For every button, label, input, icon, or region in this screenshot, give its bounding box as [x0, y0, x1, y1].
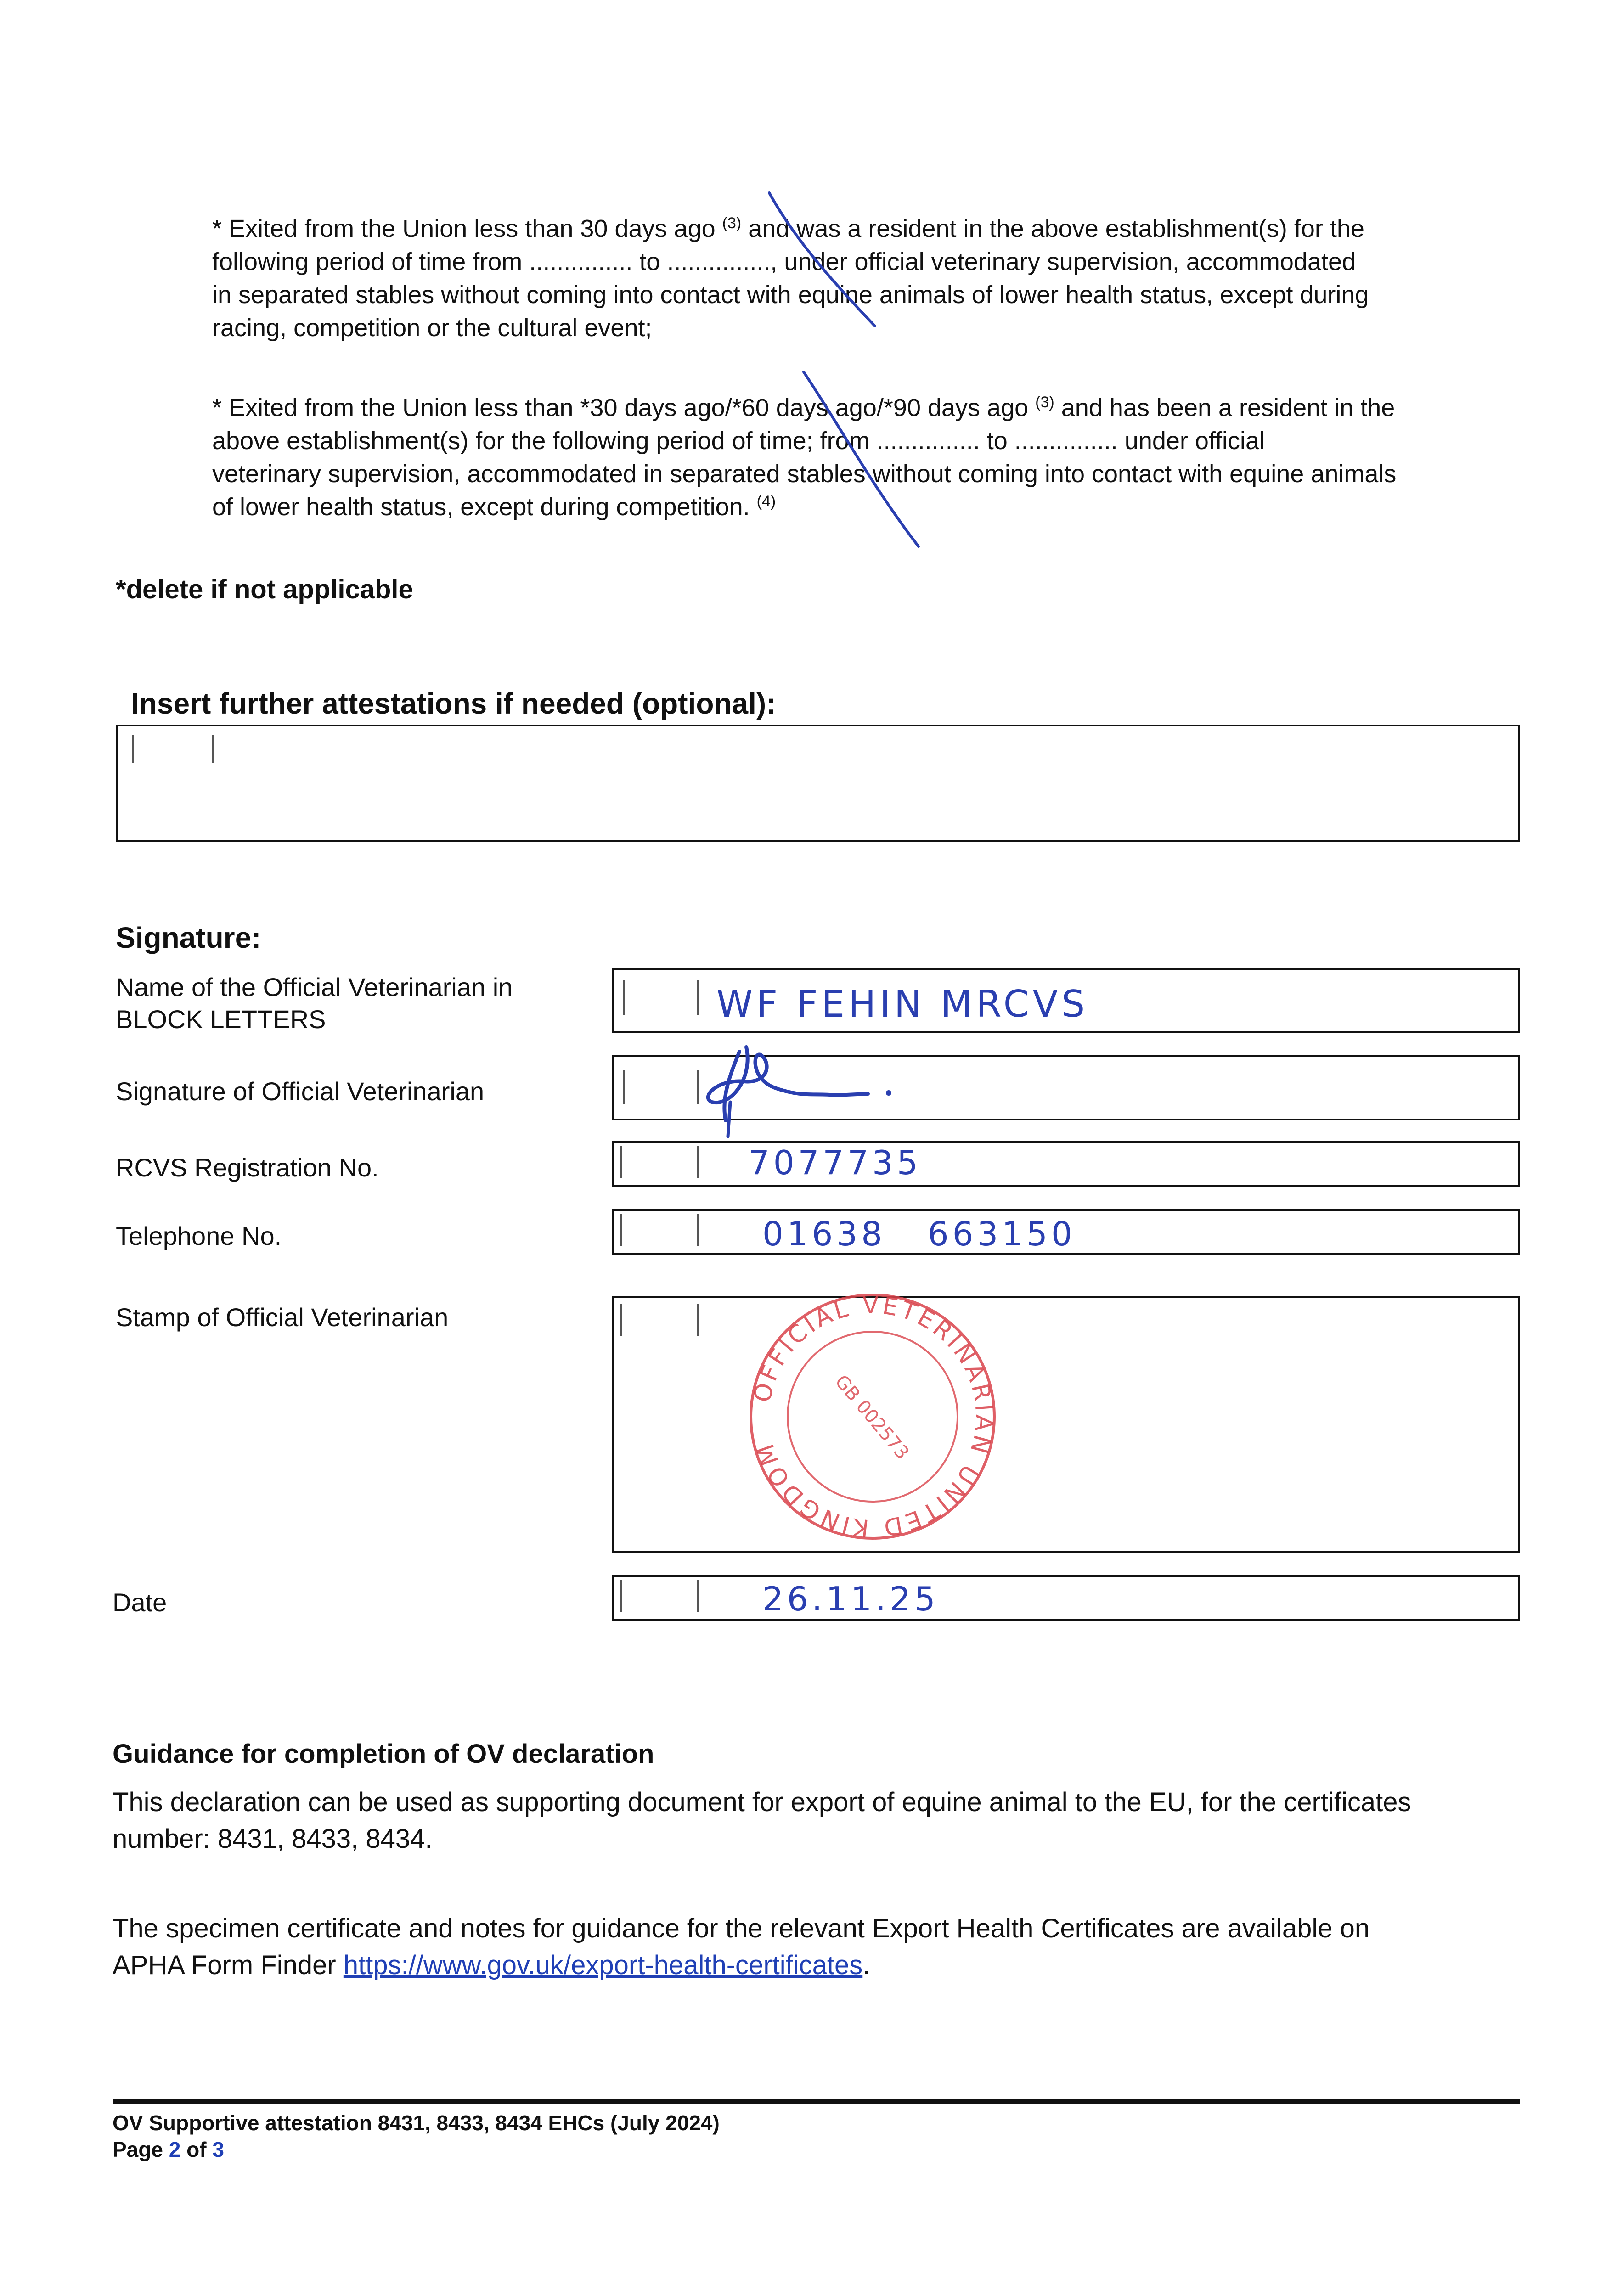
field-cursor-mark: [620, 1146, 622, 1178]
page-prefix: Page: [113, 2138, 169, 2161]
footer-doc-title: OV Supportive attestation 8431, 8433, 8434 EHCs (July 2024): [113, 2111, 720, 2135]
page-total: 3: [212, 2138, 224, 2161]
guidance-p2-text: APHA Form Finder: [113, 1950, 344, 1980]
statement-2-line-3: veterinary supervision, accommodated in separated stables without coming into contact with equine animals: [212, 460, 1397, 488]
date-field[interactable]: [612, 1575, 1520, 1621]
field-cursor-mark: [132, 735, 134, 763]
statement-1-text-b: and was a resident in the above establishment(s) for the: [741, 215, 1364, 242]
pen-strike-through-icon: [0, 0, 1623, 597]
guidance-paragraph-2: [113, 1910, 1536, 1984]
statement-1-line-3: in separated stables without coming into contact with equine animals of lower health status, except during: [212, 281, 1369, 309]
guidance-paragraph-1: [113, 1784, 1536, 1857]
rcvs-label: RCVS Registration No.: [116, 1153, 379, 1182]
stamp-label: Stamp of Official Veterinarian: [116, 1303, 449, 1332]
name-label: [116, 971, 513, 1035]
signature-heading: Signature:: [116, 921, 261, 954]
field-cursor-mark: [697, 980, 699, 1015]
footer-rule: [113, 2099, 1520, 2104]
statement-2-text-b: and has been a resident in the: [1054, 394, 1395, 422]
delete-note: *delete if not applicable: [116, 574, 413, 604]
field-cursor-mark: [697, 1146, 699, 1178]
statement-2-text-a: * Exited from the Union less than *30 days ago/*60 days ago/*90 days ago: [212, 394, 1036, 422]
date-value: 26.11.25: [762, 1580, 939, 1618]
stamp-number: GB 002573: [830, 1371, 913, 1463]
guidance-p2-period: .: [862, 1950, 870, 1980]
guidance-p2-line-2: [113, 1947, 1536, 1984]
statement-2-line-2: above establishment(s) for the following period of time; from ............... to ............... under official: [212, 427, 1265, 455]
handwritten-signature-icon: [703, 1038, 960, 1148]
guidance-heading: Guidance for completion of OV declaration: [113, 1739, 654, 1769]
telephone-label: Telephone No.: [116, 1221, 282, 1250]
guidance-p1-line-2: number: 8431, 8433, 8434.: [113, 1824, 433, 1854]
field-cursor-mark: [697, 1214, 699, 1246]
field-cursor-mark: [697, 1304, 699, 1336]
telephone-value: 01638 663150: [762, 1215, 1076, 1253]
signature-label: Signature of Official Veterinarian: [116, 1077, 485, 1106]
export-health-certificates-link[interactable]: https://www.gov.uk/export-health-certificates: [343, 1950, 863, 1980]
field-cursor-mark: [212, 735, 214, 763]
field-cursor-mark: [620, 1580, 622, 1612]
rcvs-value: 7077735: [749, 1143, 922, 1182]
statement-1-line-2: following period of time from ............... to ..............., under official veterinary supervision, accommodated: [212, 248, 1356, 276]
guidance-p2-line-1: The specimen certificate and notes for guidance for the relevant Export Health Certificates are available on: [113, 1913, 1370, 1943]
footnote-ref: (3): [1035, 394, 1054, 411]
footnote-ref: (3): [722, 214, 742, 232]
statement-2-text-4: of lower health status, except during competition.: [212, 493, 757, 521]
vet-name-value: WF FEHIN MRCVS: [716, 983, 1089, 1025]
footnote-ref: (4): [756, 493, 776, 510]
field-cursor-mark: [697, 1580, 699, 1612]
name-label-line-2: BLOCK LETTERS: [116, 1005, 326, 1034]
date-label: Date: [113, 1588, 167, 1617]
statement-1-line-4: racing, competition or the cultural event;: [212, 314, 652, 342]
statement-1-text-a: * Exited from the Union less than 30 days ago: [212, 215, 716, 242]
guidance-p1-line-1: This declaration can be used as supporting document for export of equine animal to the EU, for the certificates: [113, 1787, 1411, 1817]
stamp-outer-text: OFFICIAL VETERINARIAN UNITED KINGDOM: [748, 1291, 998, 1542]
field-cursor-mark: [620, 1214, 622, 1246]
page-of: of: [180, 2138, 213, 2161]
official-veterinarian-stamp-icon: [742, 1286, 1003, 1548]
footer: [113, 2110, 720, 2163]
further-attestations-input[interactable]: [116, 725, 1520, 842]
page-current: 2: [169, 2138, 181, 2161]
field-cursor-mark: [623, 1070, 625, 1104]
name-label-line-1: Name of the Official Veterinarian in: [116, 973, 513, 1002]
field-cursor-mark: [620, 1304, 622, 1336]
further-attestations-heading: Insert further attestations if needed (optional):: [131, 687, 776, 720]
footer-page-number: [113, 2136, 720, 2163]
field-cursor-mark: [697, 1070, 699, 1104]
field-cursor-mark: [623, 980, 625, 1015]
